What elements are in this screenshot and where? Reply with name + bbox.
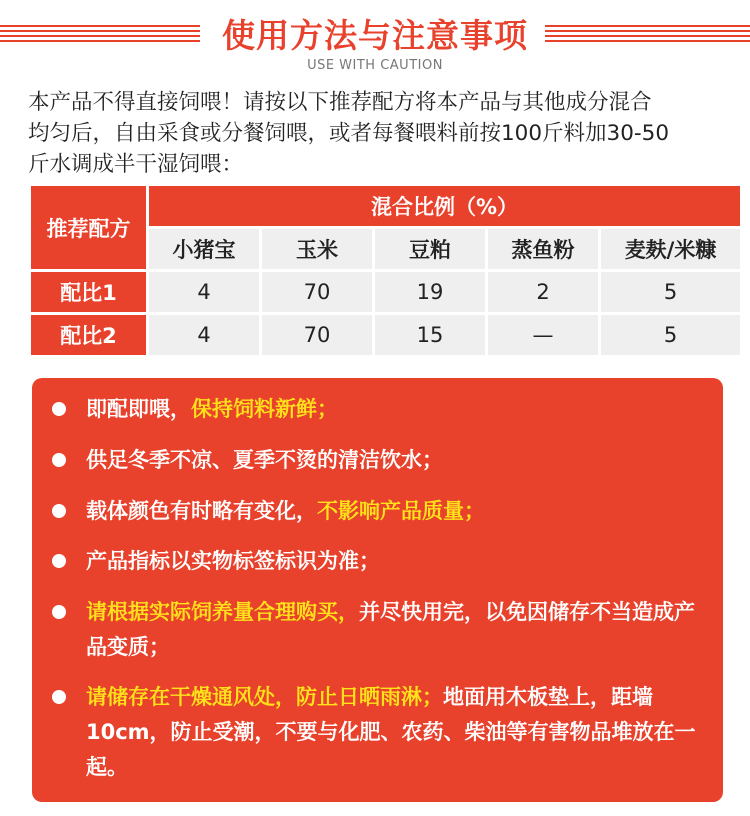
bullet-icon <box>52 554 66 568</box>
row-label: 配比2 <box>31 315 146 355</box>
note-item <box>52 494 712 529</box>
table-cell: 70 <box>262 272 372 312</box>
group-header-cell: 混合比例（%） <box>149 186 740 226</box>
note-highlight: 不影响产品质量； <box>317 499 485 523</box>
note-text: 供足冬季不凉、夏季不烫的清洁饮水； <box>86 448 443 472</box>
caution-notes-panel <box>32 378 723 802</box>
table-cell: 70 <box>262 315 372 355</box>
bullet-icon <box>52 402 66 416</box>
note-highlight: 保持饲料新鲜； <box>191 397 338 421</box>
table-row <box>31 315 740 355</box>
note-text: 并尽快用完，以免因储存不当造成产品变质； <box>86 600 695 659</box>
bullet-icon <box>52 453 66 467</box>
note-item <box>52 443 712 478</box>
table-cell: 4 <box>149 315 259 355</box>
row-header-cell: 推荐配方 <box>31 186 146 269</box>
note-item <box>52 680 712 785</box>
column-header: 麦麸/米糠 <box>601 229 740 269</box>
row-label: 配比1 <box>31 272 146 312</box>
note-text: 地面用木板垫上，距墙10cm，防止受潮，不要与化肥、农药、柴油等有害物品堆放在一起。 <box>86 685 696 779</box>
note-item <box>52 544 712 579</box>
table-cell: 2 <box>488 272 598 312</box>
column-header: 小猪宝 <box>149 229 259 269</box>
note-item <box>52 595 712 665</box>
table-cell: 5 <box>601 315 740 355</box>
table-row <box>31 272 740 312</box>
table-cell: 4 <box>149 272 259 312</box>
intro-line: 斤水调成半干湿饲喂： <box>28 152 244 177</box>
page-subtitle: USE WITH CAUTION <box>307 58 443 73</box>
note-text: 产品指标以实物标签标识为准； <box>86 549 380 573</box>
intro-line: 均匀后，自由采食或分餐饲喂，或者每餐喂料前按100斤料加30-50 <box>28 121 670 146</box>
intro-line: 本产品不得直接饲喂！请按以下推荐配方将本产品与其他成分混合 <box>28 90 652 115</box>
note-highlight: 请根据实际饲养量合理购买， <box>86 600 359 624</box>
header <box>0 0 750 80</box>
column-header: 玉米 <box>262 229 372 269</box>
column-header: 豆粕 <box>375 229 485 269</box>
bullet-icon <box>52 690 66 704</box>
recipe-table <box>28 183 743 358</box>
column-header: 蒸鱼粉 <box>488 229 598 269</box>
note-text: 载体颜色有时略有变化， <box>86 499 317 523</box>
table-cell: — <box>488 315 598 355</box>
note-text: 即配即喂， <box>86 397 191 421</box>
note-item <box>52 392 712 427</box>
table-cell: 19 <box>375 272 485 312</box>
bullet-icon <box>52 605 66 619</box>
table-cell: 15 <box>375 315 485 355</box>
intro-text <box>28 87 728 180</box>
bullet-icon <box>52 504 66 518</box>
note-highlight: 请储存在干燥通风处，防止日晒雨淋； <box>86 685 443 709</box>
page-title: 使用方法与注意事项 <box>222 16 528 55</box>
table-cell: 5 <box>601 272 740 312</box>
